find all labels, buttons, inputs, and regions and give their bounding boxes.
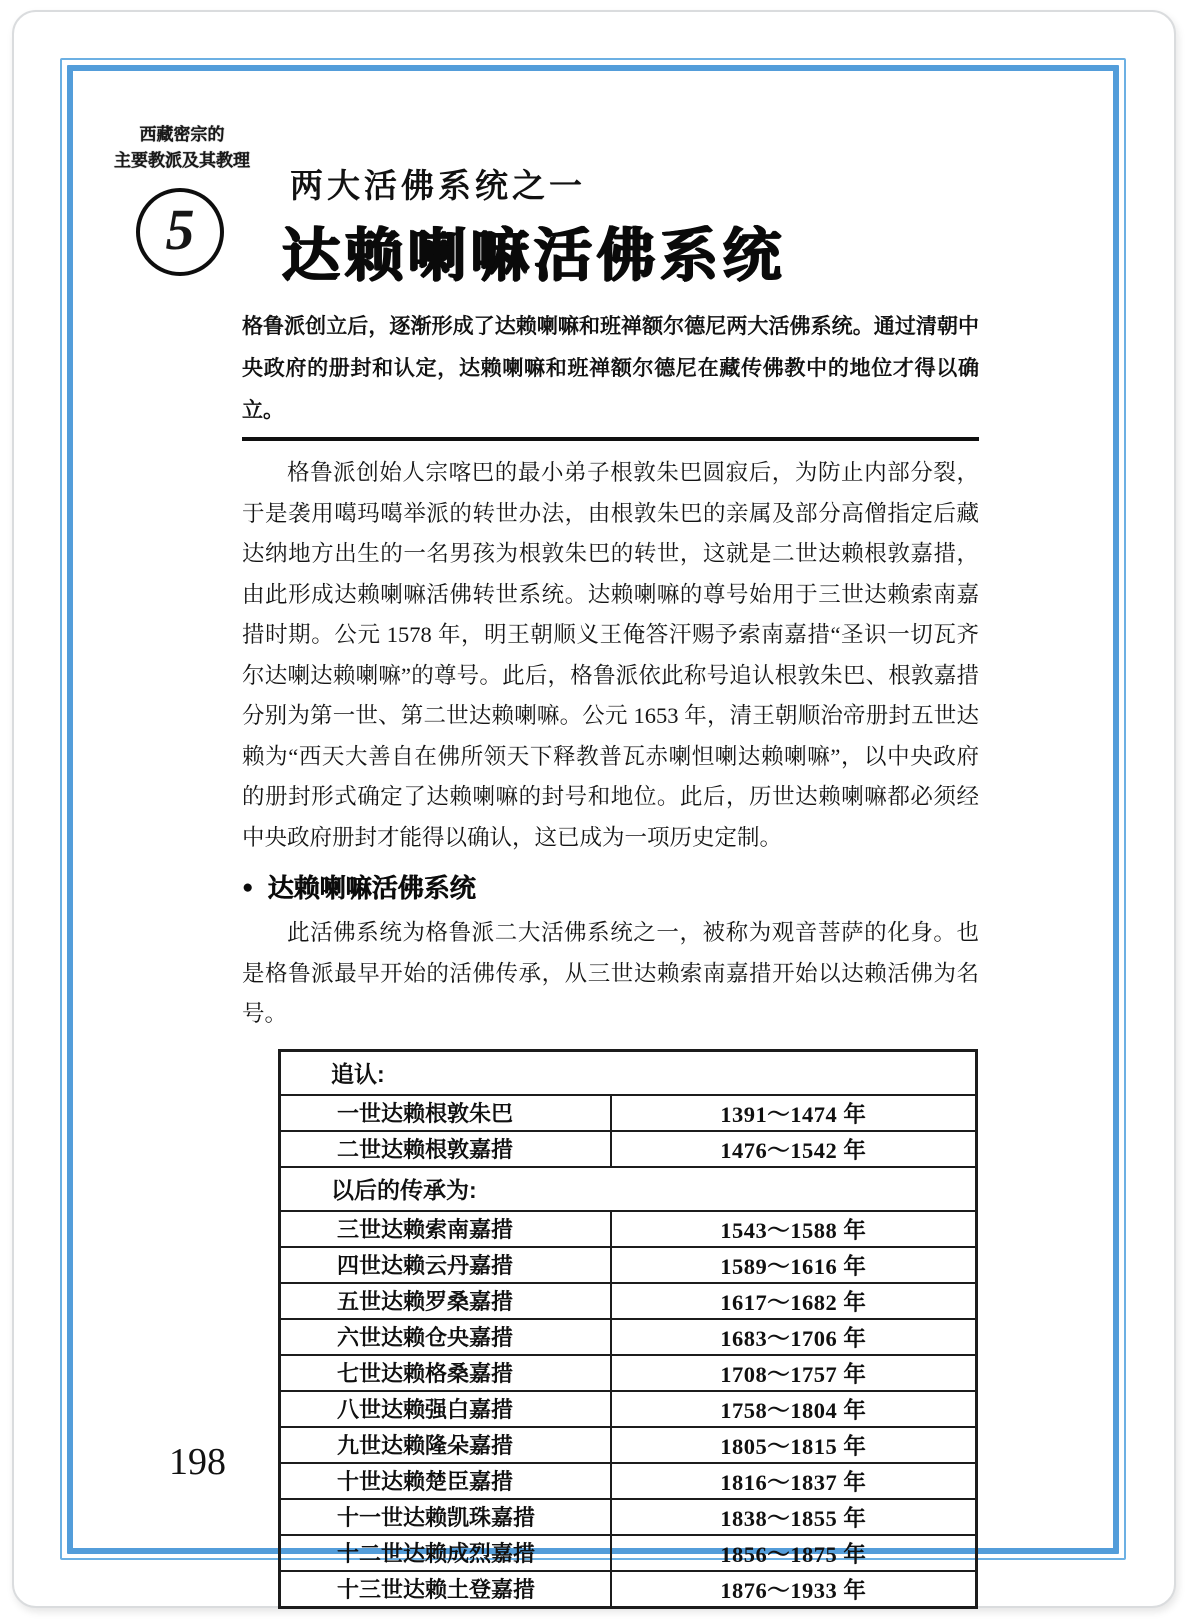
lama-name-cell: 八世达赖强白嘉措 — [280, 1391, 611, 1427]
table-row — [280, 1131, 977, 1167]
lama-name-cell: 十一世达赖凯珠嘉措 — [280, 1499, 611, 1535]
intro-paragraph: 格鲁派创立后，逐渐形成了达赖喇嘛和班禅额尔德尼两大活佛系统。通过清朝中央政府的册封和认定，达赖喇嘛和班禅额尔德尼在藏传佛教中的地位才得以确立。 — [242, 314, 979, 422]
chapter-series-label — [104, 122, 260, 173]
divider-rule — [242, 437, 979, 441]
table-row — [280, 1499, 977, 1535]
lama-years-cell: 1876～1933 年 — [611, 1571, 977, 1608]
lama-name-cell: 三世达赖索南嘉措 — [280, 1211, 611, 1247]
lama-name-cell: 二世达赖根敦嘉措 — [280, 1131, 611, 1167]
lama-name-cell: 十世达赖楚臣嘉措 — [280, 1463, 611, 1499]
table-row — [280, 1427, 977, 1463]
bullet-icon: ● — [242, 876, 254, 898]
lama-name-cell: 十三世达赖土登嘉措 — [280, 1571, 611, 1608]
lama-years-cell: 1805～1815 年 — [611, 1427, 977, 1463]
lama-name-cell: 九世达赖隆朵嘉措 — [280, 1427, 611, 1463]
table-row — [280, 1355, 977, 1391]
lama-years-cell: 1617～1682 年 — [611, 1283, 977, 1319]
page-number: 198 — [169, 1441, 226, 1483]
lama-years-cell: 1589～1616 年 — [611, 1247, 977, 1283]
chapter-number-badge — [136, 188, 224, 276]
lama-years-cell: 1758～1804 年 — [611, 1391, 977, 1427]
lama-name-cell: 十二世达赖成烈嘉措 — [280, 1535, 611, 1571]
table-row — [280, 1211, 977, 1247]
table-group-header: 追认: — [280, 1050, 977, 1095]
table-row — [280, 1571, 977, 1608]
lama-years-cell: 1683～1706 年 — [611, 1319, 977, 1355]
lama-name-cell: 五世达赖罗桑嘉措 — [280, 1283, 611, 1319]
section-heading — [242, 868, 979, 905]
series-label-line2: 主要教派及其教理 — [114, 150, 250, 170]
body-paragraph: 格鲁派创始人宗喀巴的最小弟子根敦朱巴圆寂后，为防止内部分裂，于是袭用噶玛噶举派的转世办法，由根敦朱巴的亲属及部分高僧指定后藏达纳地方出生的一名男孩为根敦朱巴的转世，这就是二世达赖根敦嘉措，由此形成达赖喇嘛活佛转世系统。达赖喇嘛的尊号始用于三世达赖索南嘉措时期。公元 1578 年，明王朝顺义王俺答汗赐予索南嘉措“圣识一切瓦齐尔达喇达赖喇嘛”的尊号。此后，格鲁派依此称号追认根敦朱巴、根敦嘉措分别为第一世、第二世达赖喇嘛。公元 1653 年，清王朝顺治帝册封五世达赖为“西天大善自在佛所领天下释教普瓦赤喇怛喇达赖喇嘛”，以中央政府的册封形式确定了达赖喇嘛的封号和地位。此后，历世达赖喇嘛都必须经中央政府册封才能得以确认，这已成为一项历史定制。 — [242, 460, 979, 850]
table-group-header: 以后的传承为: — [280, 1167, 977, 1211]
table-group-header-row — [280, 1167, 977, 1211]
table-group-header-row — [280, 1050, 977, 1095]
lama-years-cell: 1391～1474 年 — [611, 1095, 977, 1131]
lineage-table — [278, 1049, 978, 1609]
table-row — [280, 1463, 977, 1499]
page-edge-frame — [12, 10, 1176, 1608]
main-text-column — [242, 305, 979, 1609]
chapter-subtitle: 两大活佛系统之一 — [290, 169, 586, 205]
lama-years-cell: 1856～1875 年 — [611, 1535, 977, 1571]
lama-name-cell: 一世达赖根敦朱巴 — [280, 1095, 611, 1131]
chapter-number: 5 — [165, 197, 195, 262]
chapter-title: 达赖喇嘛活佛系统 — [282, 223, 787, 288]
series-label-line1: 西藏密宗的 — [139, 125, 225, 144]
table-row — [280, 1283, 977, 1319]
lama-years-cell: 1816～1837 年 — [611, 1463, 977, 1499]
table-row — [280, 1535, 977, 1571]
table-row — [280, 1095, 977, 1131]
table-row — [280, 1247, 977, 1283]
lama-name-cell: 六世达赖仓央嘉措 — [280, 1319, 611, 1355]
lama-years-cell: 1708～1757 年 — [611, 1355, 977, 1391]
table-row — [280, 1319, 977, 1355]
lama-years-cell: 1543～1588 年 — [611, 1211, 977, 1247]
lama-name-cell: 四世达赖云丹嘉措 — [280, 1247, 611, 1283]
lama-years-cell: 1476～1542 年 — [611, 1131, 977, 1167]
section-heading-text: 达赖喇嘛活佛系统 — [267, 873, 476, 903]
lama-name-cell: 七世达赖格桑嘉措 — [280, 1355, 611, 1391]
table-row — [280, 1391, 977, 1427]
lama-years-cell: 1838～1855 年 — [611, 1499, 977, 1535]
section-paragraph: 此活佛系统为格鲁派二大活佛系统之一，被称为观音菩萨的化身。也是格鲁派最早开始的活佛传承，从三世达赖索南嘉措开始以达赖活佛为名号。 — [242, 920, 979, 1026]
